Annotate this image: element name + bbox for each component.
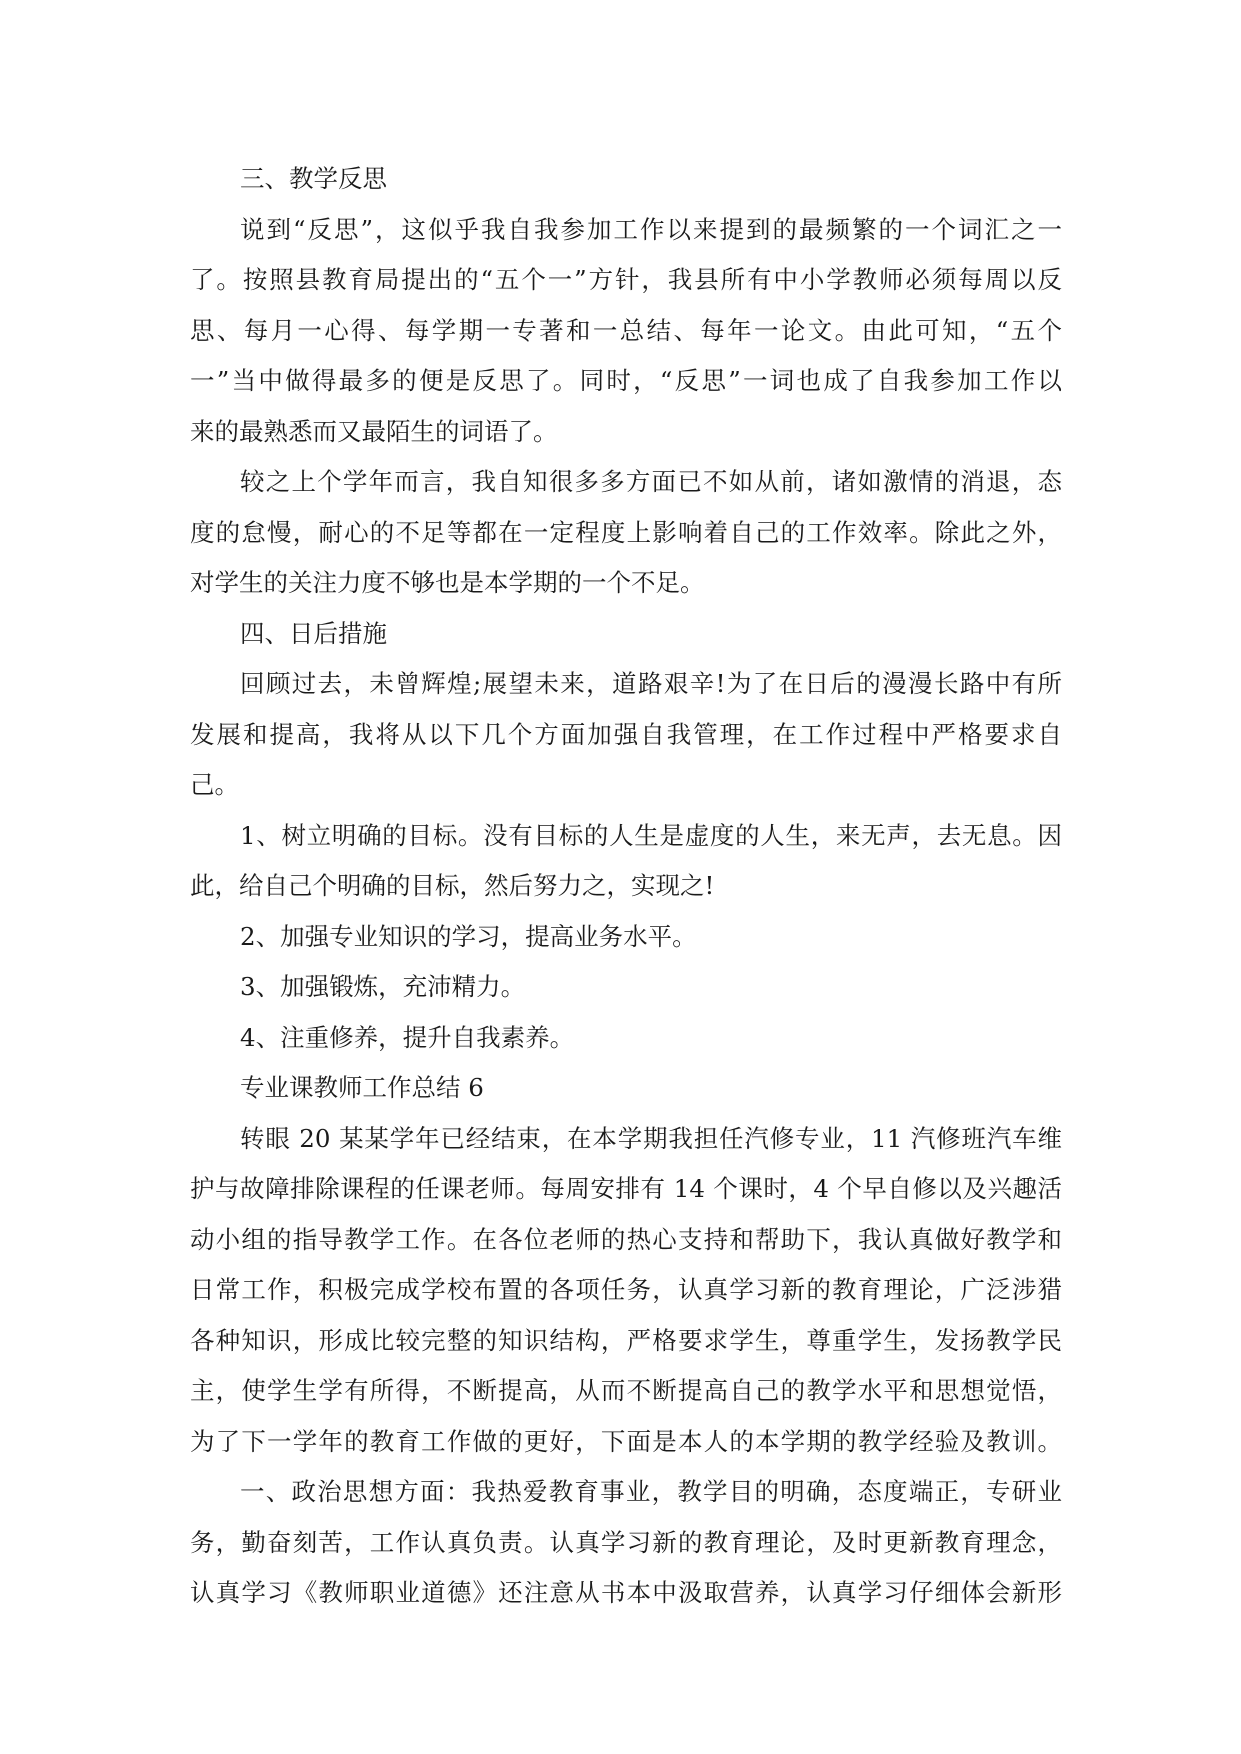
text-line: 动小组的指导教学工作。在各位老师的热心支持和帮助下，我认真做好教学和 [190,1224,1062,1254]
document-body [190,154,1062,1619]
text-line: 一”当中做得最多的便是反思了。同时，“反思”一词也成了自我参加工作以 [190,366,1062,395]
text-line: 为了下一学年的教育工作做的更好，下面是本人的本学期的教学经验及教训。 [190,1426,1062,1456]
text-line: 主，使学生学有所得，不断提高，从而不断提高自己的教学水平和思想觉悟， [190,1376,1062,1405]
text-line: 1、树立明确的目标。没有目标的人生是虚度的人生，来无声，去无息。因 [240,820,1062,850]
text-line: 说到“反思”，这似乎我自我参加工作以来提到的最频繁的一个词汇之一 [240,214,1062,244]
text-line: 三、教学反思 [240,164,387,193]
text-line: 了。按照县教育局提出的“五个一”方针，我县所有中小学教师必须每周以反 [190,265,1062,294]
text-line: 4、注重修养，提升自我素养。 [240,1022,575,1052]
text-line: 务，勤奋刻苦，工作认真负责。认真学习新的教育理论，及时更新教育理念， [190,1527,1062,1557]
text-line: 护与故障排除课程的任课老师。每周安排有 14 个课时，4 个早自修以及兴趣活 [190,1174,1062,1203]
text-line: 认真学习《教师职业道德》还注意从书本中汲取营养，认真学习仔细体会新形 [190,1578,1062,1607]
text-line: 转眼 20 某某学年已经结束，在本学期我担任汽修专业，11 汽修班汽车维 [240,1123,1062,1153]
text-line: 各种知识，形成比较完整的知识结构，严格要求学生，尊重学生，发扬教学民 [190,1325,1062,1355]
text-line: 四、日后措施 [240,618,387,648]
text-line: 一、政治思想方面：我热爱教育事业，教学目的明确，态度端正，专研业 [240,1477,1062,1506]
text-line: 来的最熟悉而又最陌生的词语了。 [190,416,558,446]
text-line: 思、每月一心得、每学期一专著和一总结、每年一论文。由此可知，“五个 [190,315,1062,345]
text-line: 专业课教师工作总结 6 [240,1073,484,1102]
text-line: 度的怠慢，耐心的不足等都在一定程度上影响着自己的工作效率。除此之外， [190,517,1062,547]
text-line: 日常工作，积极完成学校布置的各项任务，认真学习新的教育理论，广泛涉猎 [190,1275,1062,1304]
text-line: 3、加强锻炼，充沛精力。 [240,972,526,1001]
text-line: 较之上个学年而言，我自知很多多方面已不如从前，诸如激情的消退，态 [240,467,1062,496]
text-line: 回顾过去，未曾辉煌;展望未来，道路艰辛!为了在日后的漫漫长路中有所 [240,669,1062,698]
text-line: 此，给自己个明确的目标，然后努力之，实现之! [190,871,715,900]
text-line: 发展和提高，我将从以下几个方面加强自我管理，在工作过程中严格要求自 [190,719,1062,749]
text-line: 己。 [190,770,239,799]
text-line: 对学生的关注力度不够也是本学期的一个不足。 [190,568,705,597]
text-line: 2、加强专业知识的学习，提高业务水平。 [240,921,697,951]
